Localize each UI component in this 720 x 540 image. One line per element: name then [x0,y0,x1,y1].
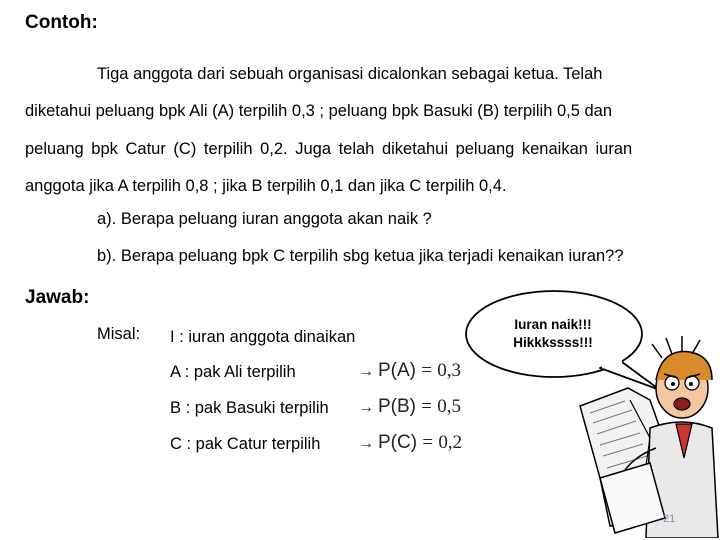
formula-p-a-label: P(A) [378,360,416,381]
misal-label: Misal: [97,325,141,343]
problem-line-4: anggota jika A terpilih 0,8 ; jika B terpilih 0,1 dan jika C terpilih 0,4. [25,177,507,195]
equals-a: = [421,360,432,381]
formula-p-b [358,396,461,418]
definition-i: I : iuran anggota dinaikan [170,328,356,346]
definition-a: A : pak Ali terpilih [170,363,296,381]
formula-p-c [358,432,462,454]
problem-line-3: peluang bpk Catur (C) terpilih 0,2. Juga telah diketahui peluang kenaikan iuran [25,140,633,158]
answer-heading: Jawab: [25,287,90,308]
arrow-c: → [358,435,374,452]
equals-c: = [422,432,434,453]
speech-bubble-line-2: Hikkkssss!!! [513,335,593,350]
problem-line-2-text: diketahui peluang bpk Ali (A) terpilih 0,3 ; peluang bpk Basuki (B) terpilih 0,5 dan [25,102,613,120]
arrow-a: → [358,363,374,380]
problem-line-1: Tiga anggota dari sebuah organisasi dicalonkan sebagai ketua. Telah [97,65,603,83]
formula-p-c-label: P(C) [378,432,418,453]
problem-line-2 [25,103,685,120]
speech-bubble-text [478,316,628,352]
arrow-b: → [358,399,374,416]
formula-p-a [358,360,461,382]
page-number: 21 [663,513,676,525]
question-a: a). Berapa peluang iuran anggota akan naik ? [97,210,432,228]
value-a: 0,3 [437,360,462,381]
page-title: Contoh: [25,12,98,33]
person-head [652,336,712,418]
value-c: 0,2 [438,432,463,453]
equals-b: = [421,396,432,417]
speech-bubble-line-1: Iuran naik!!! [514,317,592,332]
value-b: 0,5 [437,396,462,417]
definition-c: C : pak Catur terpilih [170,435,321,453]
formula-p-b-label: P(B) [378,396,416,417]
question-b: b). Berapa peluang bpk C terpilih sbg ketua jika terjadi kenaikan iuran?? [97,247,624,265]
definition-b: B : pak Basuki terpilih [170,399,329,417]
